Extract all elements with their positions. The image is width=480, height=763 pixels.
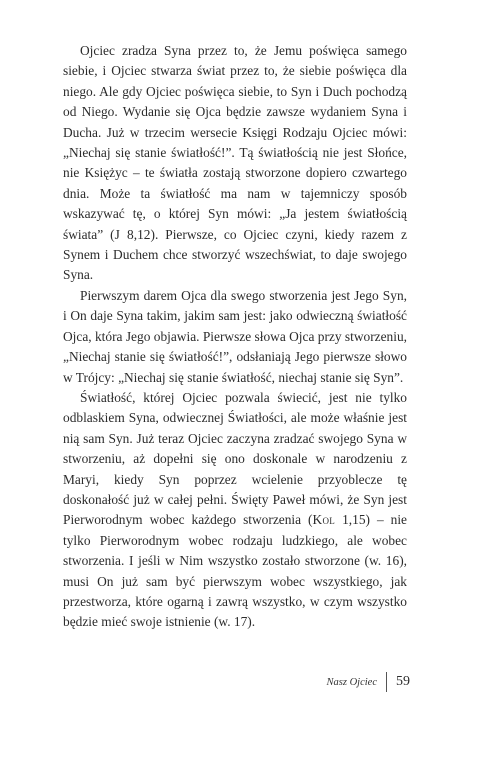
paragraph-2-text: Pierwszym darem Ojca dla swego stworzenia jest Jego Syn, i On daje Syna takim, jakim sam jest: jako odwieczną światłość Ojca, która Jego objawia. Pierwsze słowa Ojca przy stworzeniu, „Niechaj stanie się światłość!”, odsłaniają Jego pierwsze słowo w Trójcy: „Niechaj się stanie światłość, niechaj stanie się Syn”.: [63, 287, 407, 385]
paragraph-1: [63, 41, 407, 286]
paragraph-1-text-a: Ojciec zradza Syna przez to, że Jemu poświęca samego siebie, i Ojciec stwarza świat przez to, że siebie poświęca dla niego. Ale gdy Ojciec poświęca siebie, to Syn i Duch pochodzą od Niego. Wydanie się Ojca będzie zawsze wydaniem Syna i Ducha. Już w trzecim wersecie Księgi Rodzaju Ojciec mówi: „Niechaj się stanie światłość!”. Tą światłością nie jest Słońce, nie Księżyc – te światła zostają stworzone dopiero czwartego dnia. Może ta światłość ma nam w tajemniczy sposób wskazywać tę, o której Syn mówi: „Ja jestem światłością świata” (: [63, 43, 407, 242]
paragraph-1-text-b: 8,12). Pierwsze, co Ojciec czyni, kiedy razem z Synem i Duchem chce stworzyć wszechświat, to daje swojego Syna.: [63, 226, 407, 283]
page-footer: [327, 672, 410, 692]
paragraph-3-text-a: Światłość, której Ojciec pozwala świecić, jest nie tylko odblaskiem Syna, odwiecznej Światłości, ale może właśnie jest nią sam Syn. Już teraz Ojciec zaczyna zradzać swojego Syna w stworzeniu, aż dopełni się ono doskonale w narodzeniu z Maryi, kiedy Syn poprzez wcielenie przyobleczе tę doskonałość już w całej pełni. Święty Paweł mówi, że Syn jest Pierworodnym wobec każdego stworzenia (: [63, 389, 407, 528]
footer-divider: [386, 672, 387, 692]
scripture-reference-john: J: [114, 226, 121, 242]
page-number: 59: [396, 674, 410, 689]
body-text: [63, 41, 407, 633]
running-title: Nasz Ojciec: [326, 676, 377, 688]
scripture-reference-colossians: Kol: [312, 512, 336, 528]
paragraph-3: [63, 388, 407, 633]
paragraph-3-text-b: 1,15) – nie tylko Pierworodnym wobec rodzaju ludzkiego, ale wobec stworzenia. I jeśli w Nim wszystko zostało stworzone (w. 16), musi On już sam być pierwszym wobec wszystkiego, jak przestworza, które ogarną i zawrą wszystko, w czym wszystko będzie mieć swoje istnienie (w. 17).: [63, 512, 407, 630]
paragraph-2: [63, 286, 407, 388]
